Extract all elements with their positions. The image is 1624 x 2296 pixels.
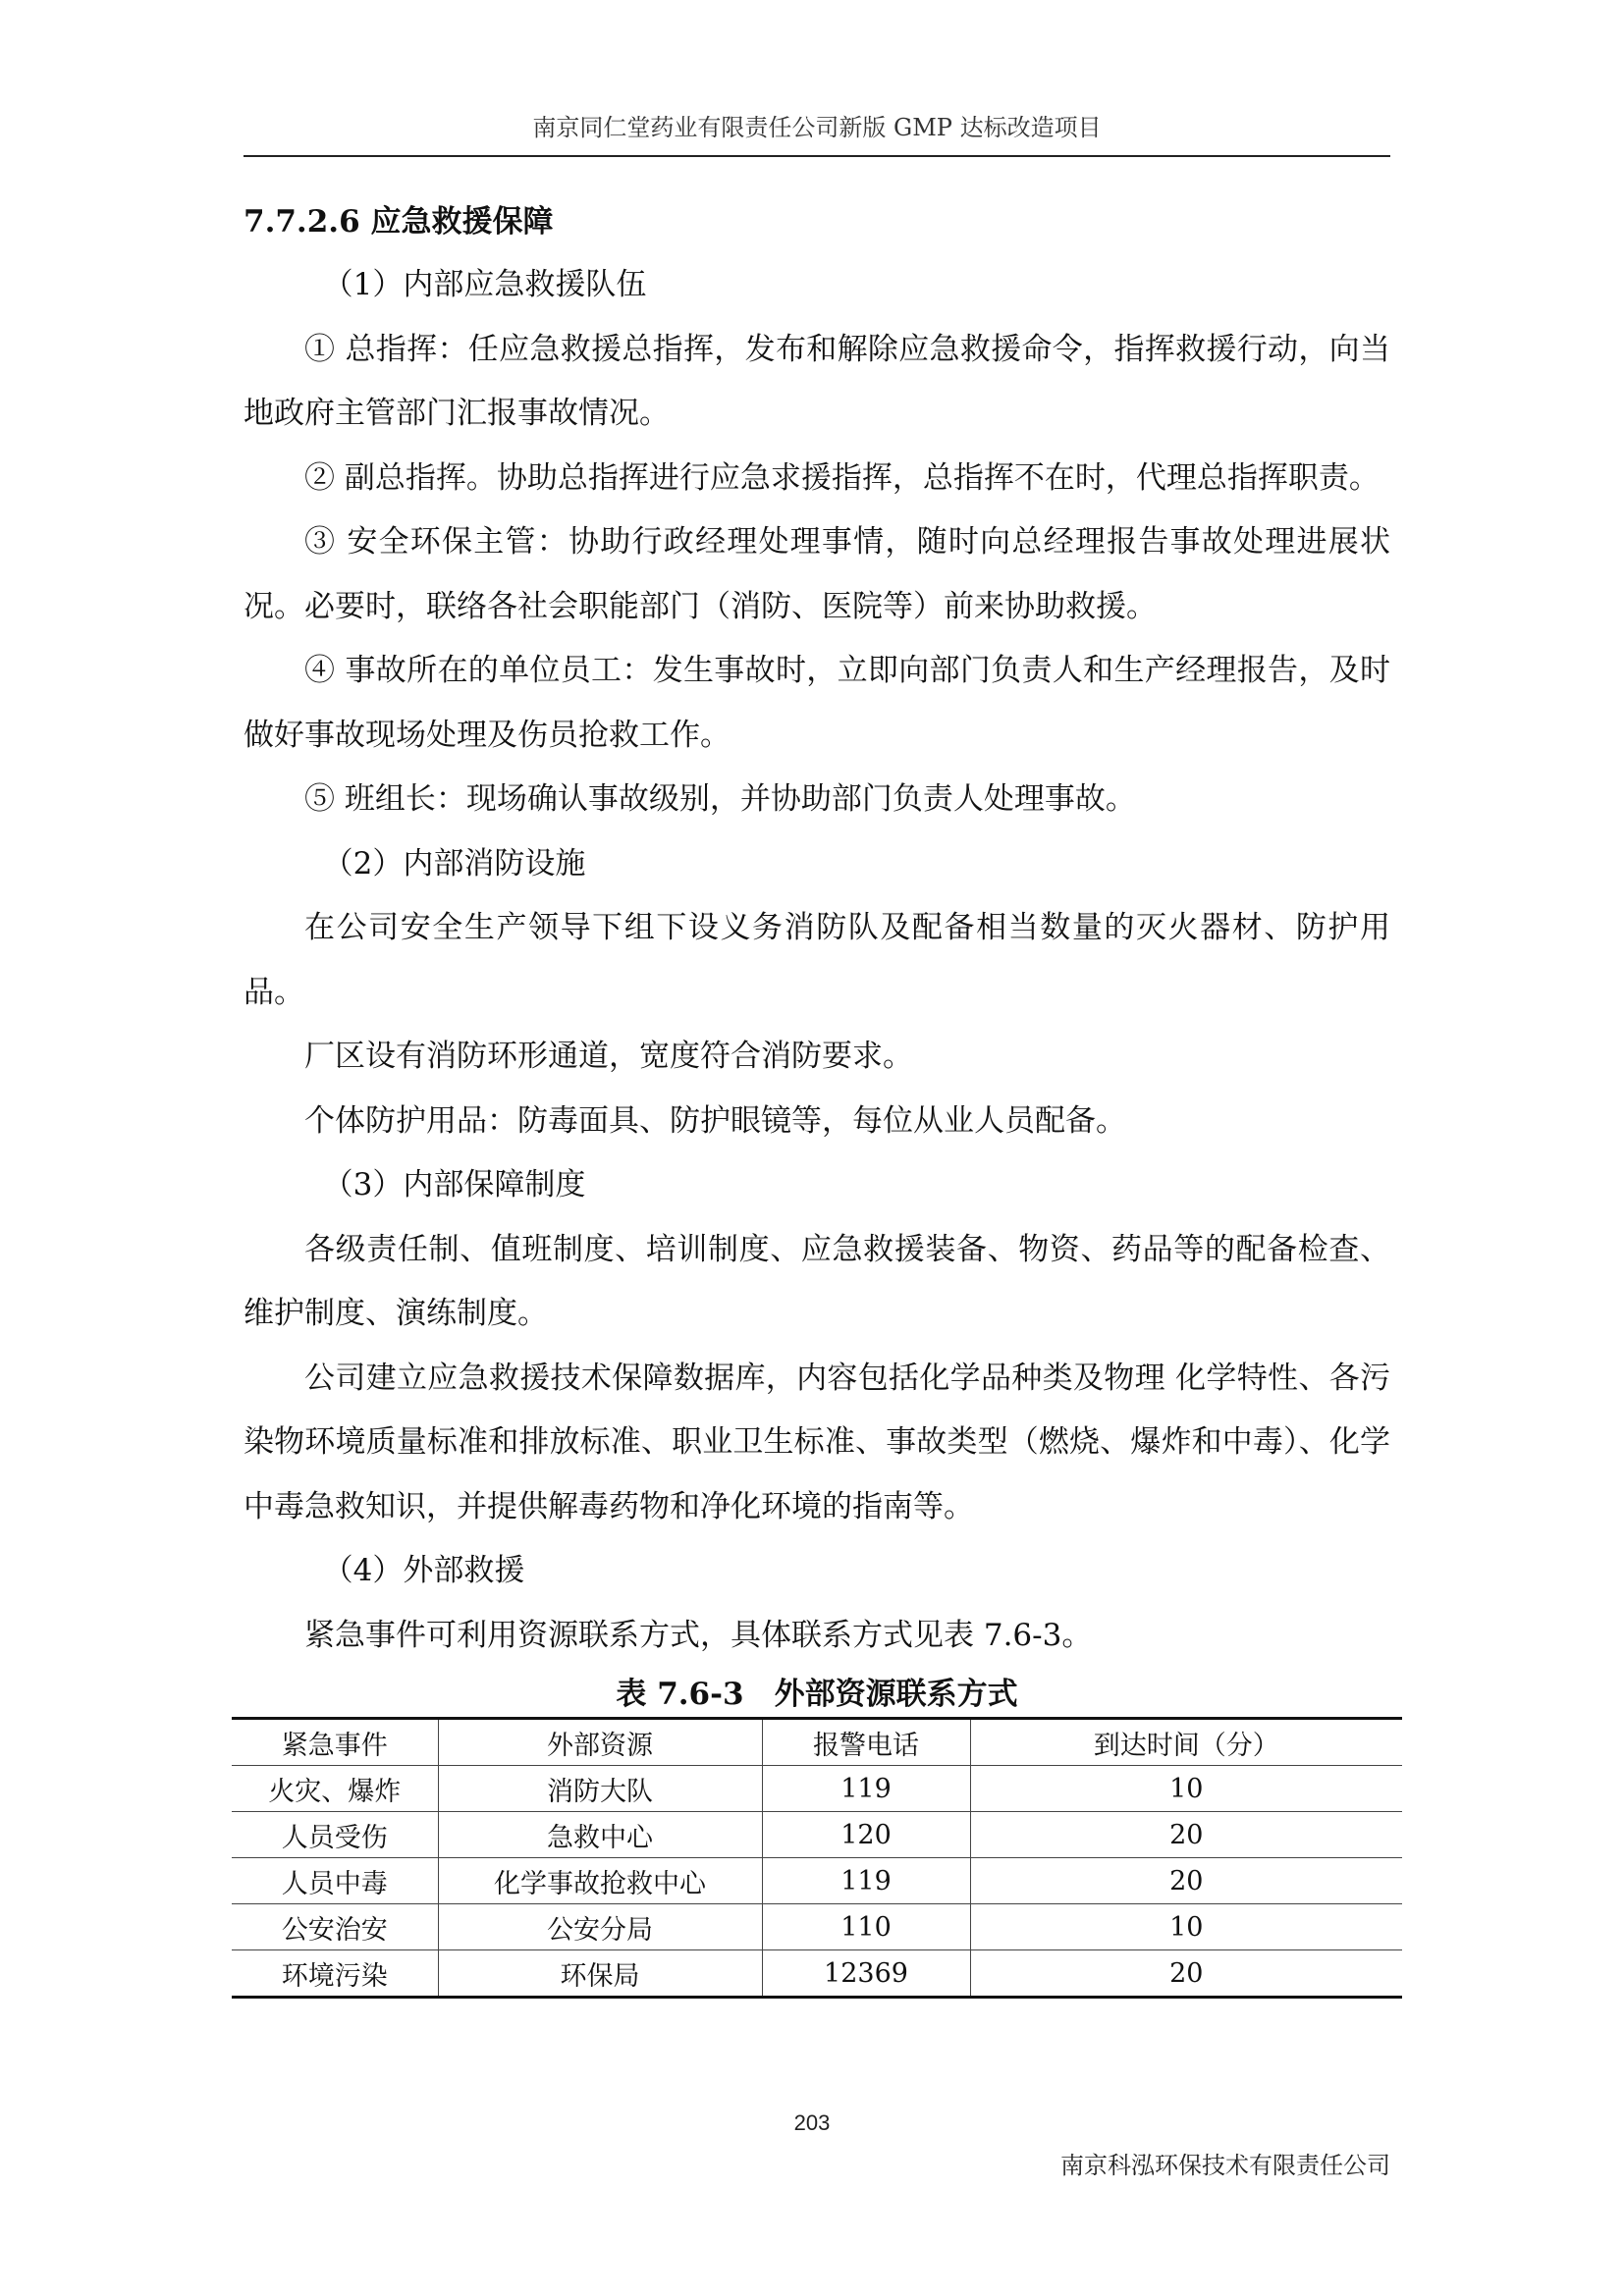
table-cell: 20 bbox=[970, 1858, 1402, 1904]
table-cell: 110 bbox=[762, 1904, 970, 1950]
table-cell: 20 bbox=[970, 1812, 1402, 1858]
section-title: 7.7.2.6 应急救援保障 bbox=[244, 204, 554, 240]
table-cell: 人员受伤 bbox=[232, 1812, 438, 1858]
table-row bbox=[232, 1950, 1402, 1998]
table-cell: 火灾、爆炸 bbox=[232, 1766, 438, 1812]
table-cell: 人员中毒 bbox=[232, 1858, 438, 1904]
footer-company: 南京科泓环保技术有限责任公司 bbox=[1060, 2152, 1390, 2179]
table-cell: 环保局 bbox=[438, 1950, 762, 1998]
table-header-cell: 到达时间（分） bbox=[970, 1719, 1402, 1766]
table-row bbox=[232, 1858, 1402, 1904]
paragraph: ② 副总指挥。协助总指挥进行应急求援指挥，总指挥不在时，代理总指挥职责。 bbox=[304, 459, 1380, 496]
page-number: 203 bbox=[793, 2110, 831, 2135]
table-header-cell: 外部资源 bbox=[438, 1719, 762, 1766]
paragraph: ③ 安全环保主管：协助行政经理处理事情，随时向总经理报告事故处理进展状况。必要时，联络各社会职能部门（消防、医院等）前来协助救援。 bbox=[244, 524, 1390, 624]
page-header bbox=[244, 106, 1390, 157]
table-cell: 119 bbox=[762, 1766, 970, 1812]
table-cell: 10 bbox=[970, 1904, 1402, 1950]
table-cell: 消防大队 bbox=[438, 1766, 762, 1812]
table-cell: 12369 bbox=[762, 1950, 970, 1998]
table-cell: 化学事故抢救中心 bbox=[438, 1858, 762, 1904]
paragraph: ④ 事故所在的单位员工：发生事故时，立即向部门负责人和生产经理报告，及时做好事故现场处理及伤员抢救工作。 bbox=[244, 653, 1390, 753]
table-cell: 急救中心 bbox=[438, 1812, 762, 1858]
table-cell: 公安治安 bbox=[232, 1904, 438, 1950]
paragraph: ⑤ 班组长：现场确认事故级别，并协助部门负责人处理事故。 bbox=[304, 781, 1136, 817]
table-header-cell: 紧急事件 bbox=[232, 1719, 438, 1766]
table-header-cell: 报警电话 bbox=[762, 1719, 970, 1766]
header-title: 南京同仁堂药业有限责任公司新版 GMP 达标改造项目 bbox=[532, 114, 1102, 141]
paragraph: 厂区设有消防环形通道，宽度符合消防要求。 bbox=[304, 1039, 913, 1074]
paragraph: 个体防护用品：防毒面具、防护眼镜等，每位从业人员配备。 bbox=[304, 1102, 1126, 1139]
paragraph: （4）外部救援 bbox=[322, 1553, 525, 1588]
table-header-row bbox=[232, 1719, 1402, 1766]
table-cell: 10 bbox=[970, 1766, 1402, 1812]
table-cell: 119 bbox=[762, 1858, 970, 1904]
paragraph: （1）内部应急救援队伍 bbox=[322, 267, 647, 302]
paragraph: 紧急事件可利用资源联系方式，具体联系方式见表 7.6-3。 bbox=[304, 1617, 1093, 1653]
contact-table bbox=[232, 1717, 1402, 1999]
table-cell: 环境污染 bbox=[232, 1950, 438, 1998]
paragraph: 各级责任制、值班制度、培训制度、应急救援装备、物资、药品等的配备检查、维护制度、演练制度。 bbox=[244, 1231, 1390, 1331]
table-row bbox=[232, 1812, 1402, 1858]
table-row bbox=[232, 1904, 1402, 1950]
paragraph: 在公司安全生产领导下组下设义务消防队及配备相当数量的灭火器材、防护用品。 bbox=[244, 910, 1390, 1010]
page-content bbox=[244, 192, 1390, 1999]
table-cell: 120 bbox=[762, 1812, 970, 1858]
table-caption: 表 7.6-3 外部资源联系方式 bbox=[616, 1677, 1018, 1712]
paragraph: （3）内部保障制度 bbox=[322, 1167, 586, 1202]
table-cell: 20 bbox=[970, 1950, 1402, 1998]
paragraph: ① 总指挥：任应急救援总指挥，发布和解除应急救援命令，指挥救援行动，向当地政府主管部门汇报事故情况。 bbox=[244, 331, 1390, 431]
table-row bbox=[232, 1766, 1402, 1812]
table-cell: 公安分局 bbox=[438, 1904, 762, 1950]
paragraph: 公司建立应急救援技术保障数据库，内容包括化学品种类及物理 化学特性、各污染物环境质量标准和排放标准、职业卫生标准、事故类型（燃烧、爆炸和中毒）、化学中毒急救知识，并提供解毒药物和净化环境的指南等。 bbox=[244, 1360, 1390, 1524]
paragraph: （2）内部消防设施 bbox=[322, 845, 586, 881]
